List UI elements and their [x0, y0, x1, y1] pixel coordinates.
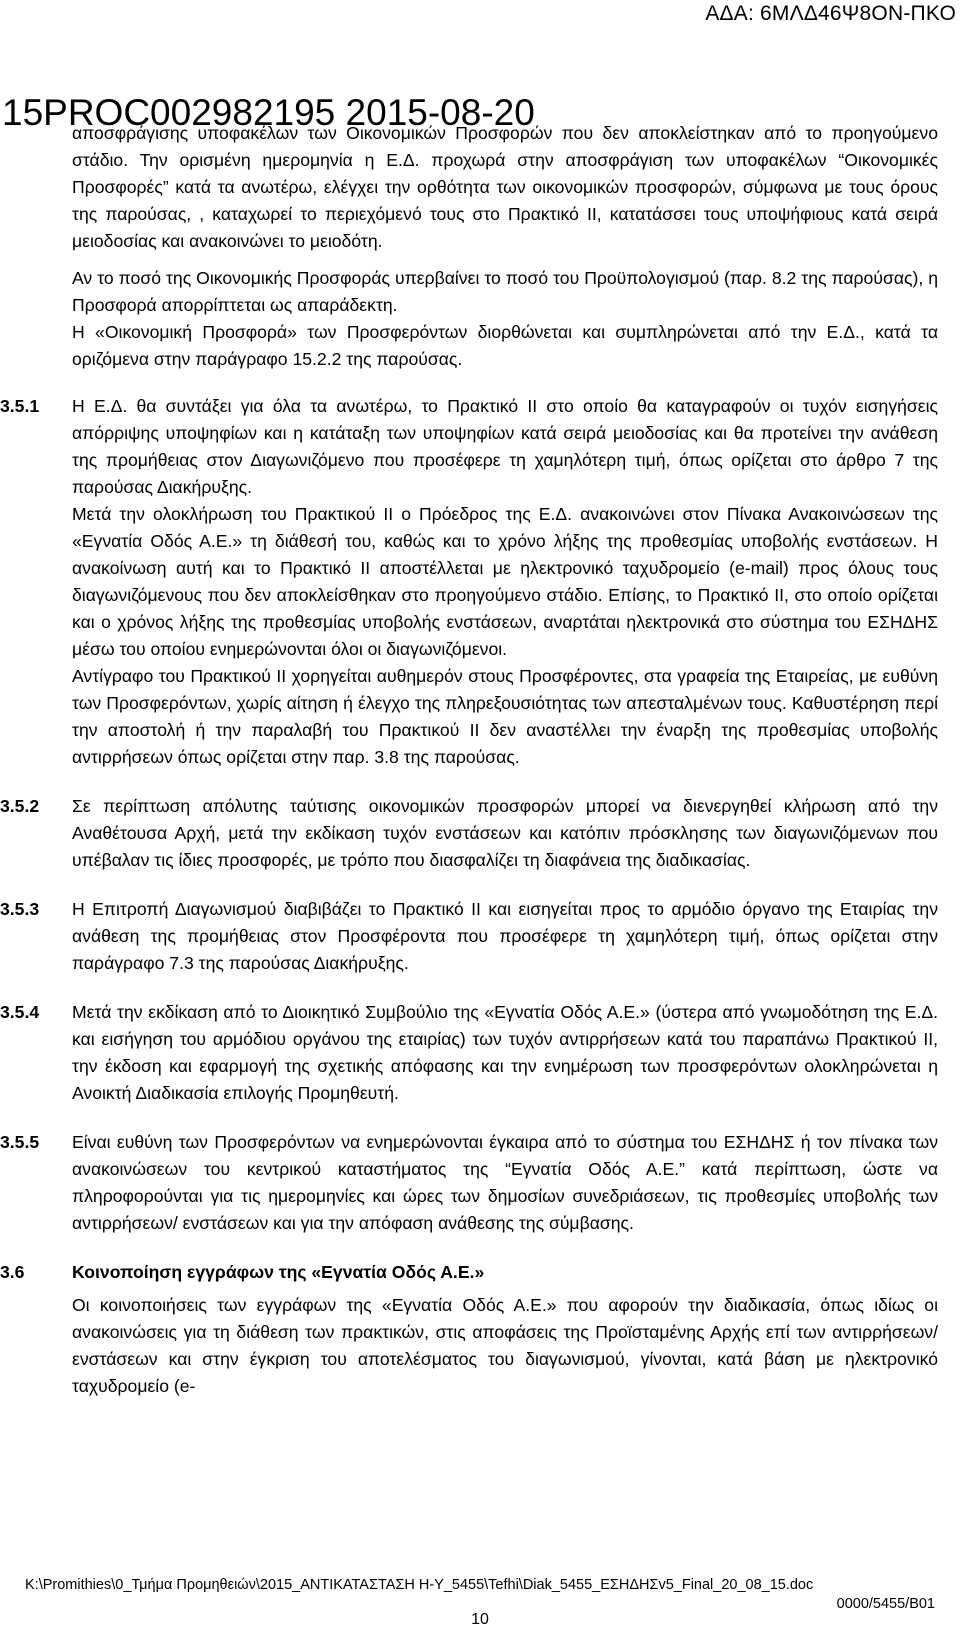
section-paragraph: Αντίγραφο του Πρακτικού ΙΙ χορηγείται αυθημερόν στους Προσφέροντες, στα γραφεία της Εταιρείας, με ευθύνη των Προσφερόντων, χωρίς αίτηση ή έλεγχο της πληρεξουσιότητας των απεσταλμένων τους. Καθυστέρηση περί την αποστολή ή την παραλαβή του Πρακτικού ΙΙ δεν αναστέλλει την έναρξη της προθεσμίας υποβολής αντιρρήσεων όπως ορίζεται στην παρ. 3.8 της παρούσας. [72, 666, 938, 767]
document-stamp: 15PROC002982195 2015-08-20 [2, 92, 535, 133]
section-3-5-2 [0, 793, 938, 874]
intro-paragraph-2a: Αν το ποσό της Οικονομικής Προσφοράς υπερβαίνει το ποσό του Προϋπολογισμού (παρ. 8.2 της παρούσας), η Προσφορά απορρίπτεται ως απαράδεκτη. [72, 268, 938, 315]
section-3-5-3 [0, 896, 938, 977]
section-3-5-1 [0, 393, 938, 771]
intro-paragraph-1: αποσφράγισης υποφακέλων των Οικονομικών Προσφορών που δεν αποκλείστηκαν από το προηγούμενο στάδιο. Την ορισμένη ημερομηνία η Ε.Δ. προχωρά στην αποσφράγιση των υποφακέλων “Οικονομικές Προσφορές” κατά τα ανωτέρω, ελέγχει την ορθότητα των οικονομικών προσφορών, σύμφωνα με τους όρους της παρούσας, , καταχωρεί το περιεχόμενό τους στο Πρακτικό ΙΙ, κατατάσσει τους υποψήφιους κατά σειρά μειοδοσίας και ανακοινώνει το μειοδότη. [72, 123, 938, 251]
section-3-5-5 [0, 1129, 938, 1237]
section-number: 3.5.3 [0, 899, 40, 919]
section-3-5-4 [0, 999, 938, 1107]
footer-doc-code: 0000/5455/Β01 [836, 1596, 935, 1612]
section-heading: Κοινοποίηση εγγράφων της «Εγνατία Οδός Α.Ε.» [72, 1262, 485, 1282]
section-paragraph: Η Επιτροπή Διαγωνισμού διαβιβάζει το Πρακτικό ΙΙ και εισηγείται προς το αρμόδιο όργανο της Εταιρίας την ανάθεση της προμήθειας στον Προσφέροντα που προσέφερε τη χαμηλότερη τιμή, όπως ορίζεται στην παράγραφο 7.3 της παρούσας Διακήρυξης. [72, 899, 938, 973]
intro-paragraph-2b: Η «Οικονομική Προσφορά» των Προσφερόντων διορθώνεται και συμπληρώνεται από την Ε.Δ., κατά τα οριζόμενα στην παράγραφο 15.2.2 της παρούσας. [72, 322, 938, 369]
section-3-6 [0, 1259, 938, 1400]
section-number: 3.6 [0, 1262, 25, 1282]
section-paragraph: Σε περίπτωση απόλυτης ταύτισης οικονομικών προσφορών μπορεί να διενεργηθεί κλήρωση από την Αναθέτουσα Αρχή, μετά την εκδίκαση τυχόν ενστάσεων και κατόπιν πρόσκλησης των διαγωνιζόμενων που υπέβαλαν τις ίδιες προσφορές, με τρόπο που διασφαλίζει τη διαφάνεια της διαδικασίας. [72, 796, 938, 870]
ada-header: ΑΔΑ: 6ΜΛΔ46Ψ8ΟΝ-ΠΚΟ [705, 2, 956, 25]
page-number: 10 [471, 1611, 489, 1628]
footer-file-path: K:\Promithies\0_Τμήμα Προμηθειών\2015_ΑΝΤΙΚΑΤΑΣΤΑΣΗ Η-Υ_5455\Tefhi\Diak_5455_ΕΣΗΔΗΣv5_Final_20_08_15.doc [25, 1577, 814, 1593]
section-number: 3.5.4 [0, 1002, 40, 1022]
section-paragraph: Είναι ευθύνη των Προσφερόντων να ενημερώνονται έγκαιρα από το σύστημα του ΕΣΗΔΗΣ ή τον πίνακα των ανακοινώσεων του κεντρικού καταστήματος της “Εγνατία Οδός Α.Ε.” κατά περίπτωση, ώστε να πληροφορούνται για τις ημερομηνίες και ώρες των δημοσίων συνεδριάσεων, τις προθεσμίες υποβολής των αντιρρήσεων/ ενστάσεων και για την απόφαση ανάθεσης της σύμβασης. [72, 1132, 938, 1233]
document-body [0, 120, 938, 1400]
section-number: 3.5.5 [0, 1132, 40, 1152]
section-paragraph: Η Ε.Δ. θα συντάξει για όλα τα ανωτέρω, το Πρακτικό ΙΙ στο οποίο θα καταγραφούν οι τυχόν εισηγήσεις απόρριψης υποψηφίων και η κατάταξη των υποψηφίων κατά σειρά μειοδοσίας και θα προτείνει την ανάθεση της προμήθειας στον Διαγωνιζόμενο που προσέφερε τη χαμηλότερη τιμή, όπως ορίζεται στο άρθρο 7 της παρούσας Διακήρυξης. [72, 396, 938, 497]
section-paragraph: Μετά την ολοκλήρωση του Πρακτικού ΙΙ ο Πρόεδρος της Ε.Δ. ανακοινώνει στον Πίνακα Ανακοινώσεων της «Εγνατία Οδός Α.Ε.» τη διάθεσή του, καθώς και το χρόνο λήξης της προθεσμίας υποβολής ενστάσεων. Η ανακοίνωση αυτή και το Πρακτικό ΙΙ αποστέλλεται με ηλεκτρονικό ταχυδρομείο (e-mail) προς όλους τους διαγωνιζόμενους που δεν αποκλείσθηκαν στο προηγούμενο στάδιο. Επίσης, το Πρακτικό ΙΙ, στο οποίο ορίζεται και ο χρόνος λήξης της προθεσμίας υποβολής ενστάσεων, αναρτάται ηλεκτρονικά στο σύστημα του ΕΣΗΔΗΣ μέσω του οποίου ενημερώνονται όλοι οι διαγωνιζόμενοι. [72, 504, 938, 659]
section-number: 3.5.1 [0, 396, 40, 416]
section-number: 3.5.2 [0, 796, 40, 816]
section-paragraph: Οι κοινοποιήσεις των εγγράφων της «Εγνατία Οδός Α.Ε.» που αφορούν την διαδικασία, όπως ιδίως οι ανακοινώσεις για τη διάθεση των πρακτικών, στις αποφάσεις της Προϊσταμένης Αρχής επί των αντιρρήσεων/ενστάσεων και στην έγκριση του αποτελέσματος του διαγωνισμού, γίνονται, κατά βάση με ηλεκτρονικό ταχυδρομείο (e- [72, 1295, 938, 1396]
section-paragraph: Μετά την εκδίκαση από το Διοικητικό Συμβούλιο της «Εγνατία Οδός Α.Ε.» (ύστερα από γνωμοδότηση της Ε.Δ. και εισήγηση του αρμόδιου οργάνου της εταιρίας) των τυχόν αντιρρήσεων κατά του παραπάνω Πρακτικού ΙΙ, την έκδοση και εφαρμογή της σχετικής απόφασης και την ενημέρωση των προσφερόντων ολοκληρώνεται η Ανοικτή Διαδικασία επιλογής Προμηθευτή. [72, 1002, 938, 1103]
